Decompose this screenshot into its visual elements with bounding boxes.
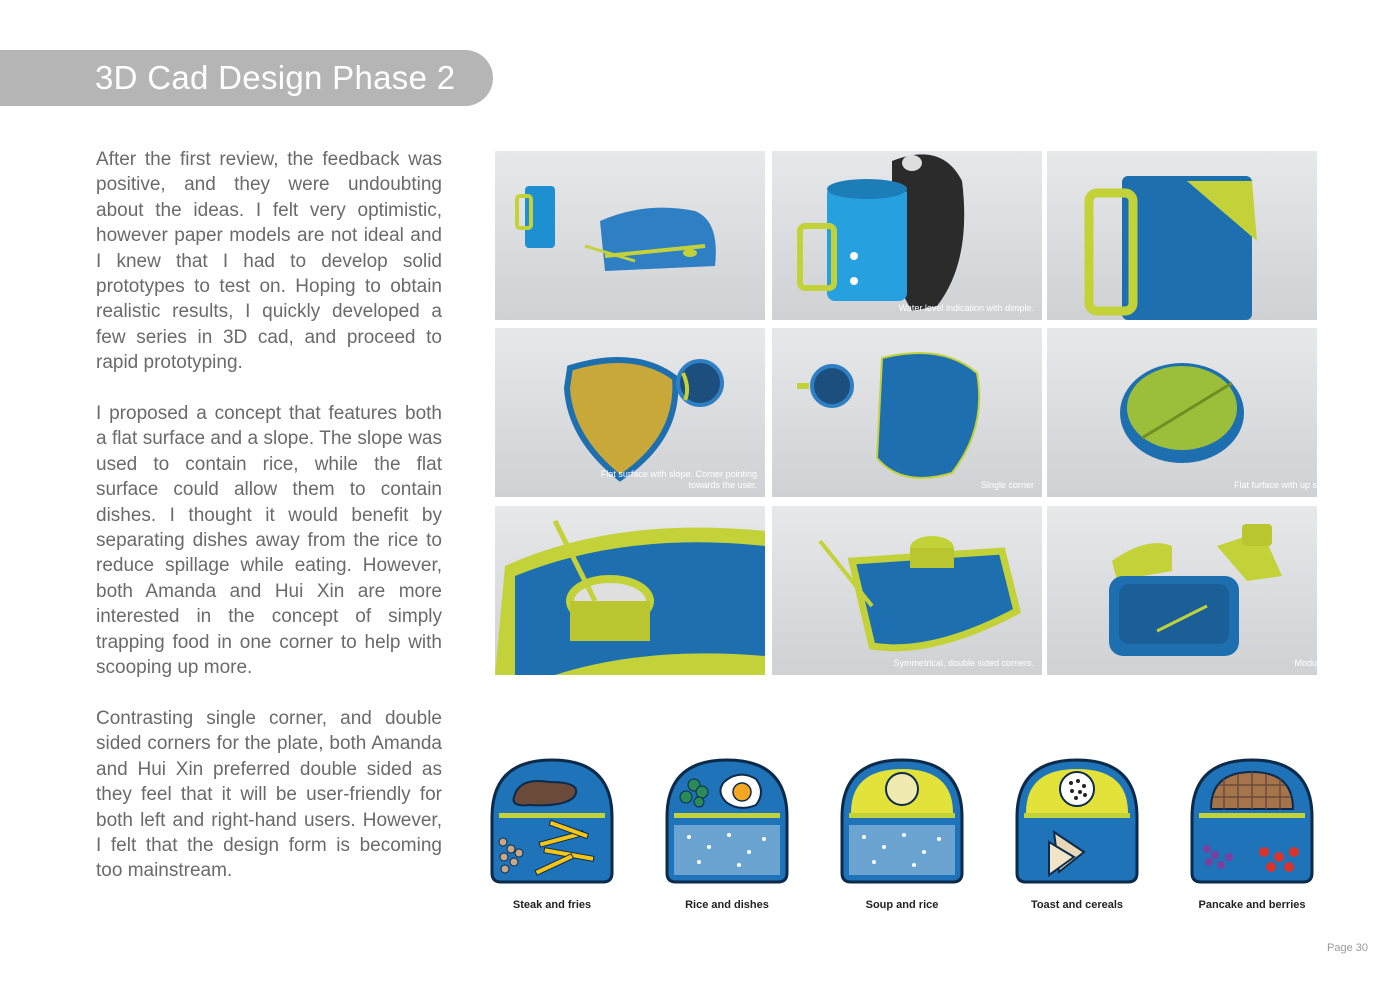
caption-single-corner: Single corner [980, 480, 1034, 490]
render-plate-slope [495, 328, 765, 497]
meal-label-rice-and-dishes: Rice and dishes [685, 899, 769, 911]
meal-label-toast-and-cereals: Toast and cereals [1030, 899, 1124, 911]
title-banner [0, 50, 493, 106]
body-text [96, 147, 442, 909]
render-symmetrical [772, 506, 1042, 675]
paragraph-2: I proposed a concept that features both a flat surface and a slope. The slope was used to contain rice, while the flat surface could allow them to contain dishes. I thought it would benefit by separating dishes away from the rice to reduce spillage while eating. However, both Amanda and Hui Xin are more interested in the concept of simply trapping food in one corner to help with scooping up more. [96, 403, 442, 679]
render-bowl-closeup [495, 506, 765, 675]
meal-icons-row [488, 757, 1328, 917]
meal-icon-steak-and-fries [482, 757, 622, 911]
page-number: Page 30 [1327, 942, 1368, 954]
render-jug-spout [1047, 151, 1317, 320]
render-single-corner [772, 328, 1042, 497]
caption-modular: Modu [1294, 658, 1317, 668]
paragraph-1: After the first review, the feedback was positive, and they were undoubting about the ideas. I felt very optimistic, however paper models are not ideal and I knew that I had to develop solid prototypes to test on. Hoping to obtain realistic results, I quickly developed a few series in 3D cad, and proceed to rapid prototyping. [96, 149, 442, 374]
meal-icon-toast-and-cereals [1007, 757, 1147, 911]
render-flat-surface-up [1047, 328, 1317, 497]
meal-label-steak-and-fries: Steak and fries [512, 899, 592, 911]
plate-toast-cereals-icon [1014, 757, 1140, 885]
plate-pancake-berries-icon [1189, 757, 1315, 885]
render-cup-and-plate [495, 151, 765, 320]
render-modular [1047, 506, 1317, 675]
plate-rice-dishes-icon [664, 757, 790, 885]
meal-label-pancake-and-berries: Pancake and berries [1198, 899, 1306, 911]
meal-label-soup-and-rice: Soup and rice [865, 899, 939, 911]
render-cup-pouring [772, 151, 1042, 320]
plate-soup-rice-icon [839, 757, 965, 885]
caption-water-level: Water level indication with dimple. [898, 303, 1034, 313]
caption-flat-slope: Flat surface with slope. Corner pointing towards the user. [600, 469, 757, 490]
plate-steak-fries-icon [489, 757, 615, 885]
caption-symmetrical: Symmetrical, double sided corners. [893, 658, 1034, 668]
paragraph-3: Contrasting single corner, and double sided corners for the plate, both Amanda and Hui Xin preferred double sided as they feel that it will be user-friendly for both left and right-hand users. However, I felt that the design form is becoming too mainstream. [96, 707, 442, 882]
page-title: 3D Cad Design Phase 2 [95, 59, 456, 96]
meal-icon-pancake-and-berries [1182, 757, 1322, 911]
meal-icon-soup-and-rice [832, 757, 972, 911]
meal-icon-rice-and-dishes [657, 757, 797, 911]
render-gallery [495, 151, 1317, 676]
caption-flat-surface-up: Flat furface with up s [1233, 480, 1317, 490]
